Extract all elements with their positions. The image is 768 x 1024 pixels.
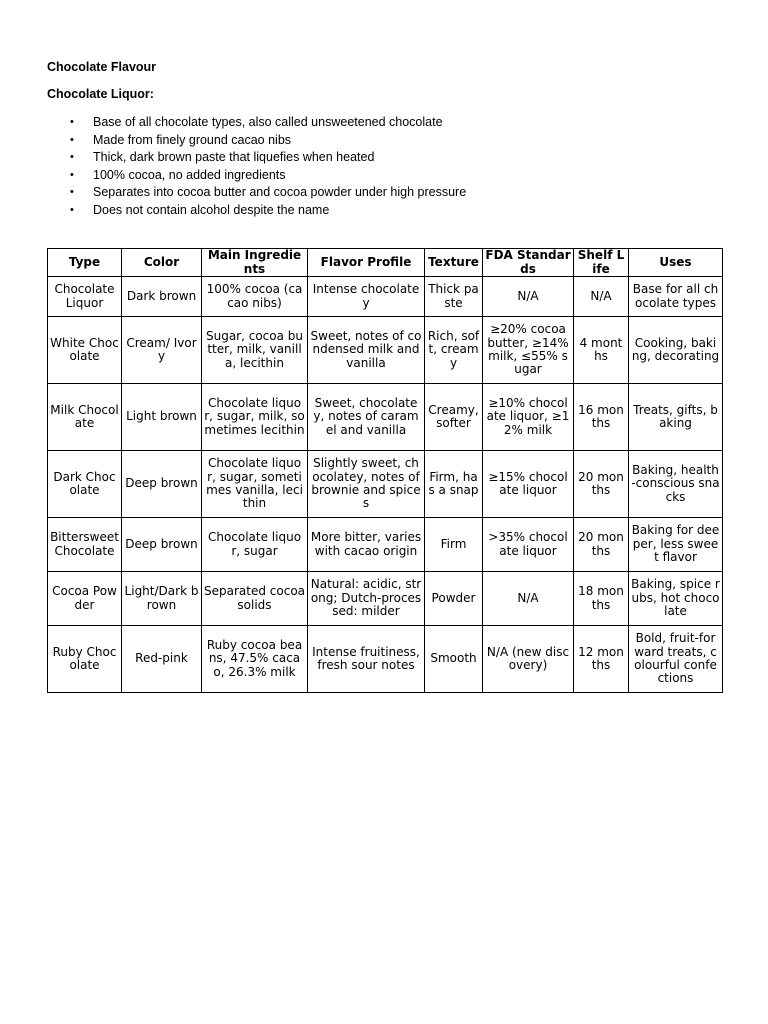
- table-cell: Baking, spice rubs, hot chocolate: [629, 572, 723, 626]
- table-cell: Treats, gifts, baking: [629, 384, 723, 451]
- bullet-item: [47, 167, 466, 185]
- table-cell: 16 months: [574, 384, 629, 451]
- bullet-icon: •: [70, 133, 74, 146]
- column-header: Texture: [425, 249, 483, 277]
- column-header: Uses: [629, 249, 723, 277]
- bullet-text: Separates into cocoa butter and cocoa powder under high pressure: [93, 185, 467, 200]
- table-cell: Deep brown: [122, 518, 202, 572]
- chocolate-comparison-table: [47, 248, 723, 693]
- bullet-text: Made from finely ground cacao nibs: [93, 132, 292, 147]
- table-cell: Rich, soft, creamy: [425, 317, 483, 384]
- table-cell: Smooth: [425, 626, 483, 693]
- table-row: [48, 626, 723, 693]
- table-cell: Deep brown: [122, 451, 202, 518]
- bullet-text: 100% cocoa, no added ingredients: [93, 167, 286, 182]
- table-cell: >35% chocolate liquor: [483, 518, 574, 572]
- table-row: [48, 317, 723, 384]
- table-cell: ≥20% cocoa butter, ≥14% milk, ≤55% sugar: [483, 317, 574, 384]
- table-cell: More bitter, varies with cacao origin: [308, 518, 425, 572]
- table-cell: Thick paste: [425, 277, 483, 317]
- table-cell: Natural: acidic, strong; Dutch-processed: milder: [308, 572, 425, 626]
- table-header-row: [48, 249, 723, 277]
- table-cell: 100% cocoa (cacao nibs): [202, 277, 308, 317]
- table-cell: Separated cocoa solids: [202, 572, 308, 626]
- column-header: Type: [48, 249, 122, 277]
- column-header: FDA Standards: [483, 249, 574, 277]
- table-cell: 12 months: [574, 626, 629, 693]
- table-cell: Intense fruitiness, fresh sour notes: [308, 626, 425, 693]
- table-cell: Sweet, chocolatey, notes of caramel and vanilla: [308, 384, 425, 451]
- bullet-item: [47, 149, 466, 167]
- table-cell: Powder: [425, 572, 483, 626]
- table-cell: ≥10% chocolate liquor, ≥12% milk: [483, 384, 574, 451]
- table-cell: Chocolate Liquor: [48, 277, 122, 317]
- column-header: Main Ingredients: [202, 249, 308, 277]
- table-cell: White Chocolate: [48, 317, 122, 384]
- bullet-icon: •: [70, 151, 74, 164]
- table-cell: Ruby Chocolate: [48, 626, 122, 693]
- table-cell: Dark brown: [122, 277, 202, 317]
- bullet-item: [47, 114, 466, 132]
- bullet-icon: •: [70, 186, 74, 199]
- table-cell: N/A: [574, 277, 629, 317]
- table-cell: Cooking, baking, decorating: [629, 317, 723, 384]
- bullet-list: [47, 114, 466, 220]
- table-cell: Firm, has a snap: [425, 451, 483, 518]
- bullet-icon: •: [70, 168, 74, 181]
- table-cell: Ruby cocoa beans, 47.5% cacao, 26.3% milk: [202, 626, 308, 693]
- table-cell: Cocoa Powder: [48, 572, 122, 626]
- table-cell: 4 months: [574, 317, 629, 384]
- bullet-text: Does not contain alcohol despite the name: [93, 202, 330, 217]
- bullet-item: [47, 184, 466, 202]
- table-row: [48, 572, 723, 626]
- table-cell: Light/Dark brown: [122, 572, 202, 626]
- table-cell: Red-pink: [122, 626, 202, 693]
- table-cell: 20 months: [574, 518, 629, 572]
- table-cell: Creamy, softer: [425, 384, 483, 451]
- table-row: [48, 518, 723, 572]
- table-cell: Bold, fruit-forward treats, colourful confections: [629, 626, 723, 693]
- table-cell: Baking for deeper, less sweet flavor: [629, 518, 723, 572]
- section-heading: Chocolate Liquor:: [47, 87, 154, 101]
- bullet-icon: •: [70, 116, 74, 128]
- table-cell: Milk Chocolate: [48, 384, 122, 451]
- table-cell: Intense chocolatey: [308, 277, 425, 317]
- table-cell: N/A: [483, 277, 574, 317]
- table-cell: ≥15% chocolate liquor: [483, 451, 574, 518]
- document-title: Chocolate Flavour: [47, 60, 157, 74]
- table-cell: Light brown: [122, 384, 202, 451]
- bullet-icon: •: [70, 203, 74, 216]
- column-header: Shelf Life: [574, 249, 629, 277]
- bullet-item: [47, 202, 466, 220]
- table-cell: Sugar, cocoa butter, milk, vanilla, lecithin: [202, 317, 308, 384]
- table-cell: Chocolate liquor, sugar, sometimes vanilla, lecithin: [202, 451, 308, 518]
- column-header: Color: [122, 249, 202, 277]
- bullet-text: Thick, dark brown paste that liquefies when heated: [93, 150, 375, 165]
- table-cell: Dark Chocolate: [48, 451, 122, 518]
- table-cell: N/A: [483, 572, 574, 626]
- table-cell: Baking, health-conscious snacks: [629, 451, 723, 518]
- table-cell: Bittersweet Chocolate: [48, 518, 122, 572]
- table-row: [48, 277, 723, 317]
- table-cell: Cream/ Ivory: [122, 317, 202, 384]
- table-cell: 18 months: [574, 572, 629, 626]
- table-cell: 20 months: [574, 451, 629, 518]
- table-cell: N/A (new discovery): [483, 626, 574, 693]
- table-row: [48, 384, 723, 451]
- bullet-text: Base of all chocolate types, also called unsweetened chocolate: [93, 115, 443, 129]
- table-cell: Chocolate liquor, sugar: [202, 518, 308, 572]
- column-header: Flavor Profile: [308, 249, 425, 277]
- table-row: [48, 451, 723, 518]
- bullet-item: [47, 132, 466, 150]
- table-cell: Chocolate liquor, sugar, milk, sometimes lecithin: [202, 384, 308, 451]
- table-cell: Sweet, notes of condensed milk and vanilla: [308, 317, 425, 384]
- table-cell: Firm: [425, 518, 483, 572]
- table-cell: Base for all chocolate types: [629, 277, 723, 317]
- table-cell: Slightly sweet, chocolatey, notes of brownie and spices: [308, 451, 425, 518]
